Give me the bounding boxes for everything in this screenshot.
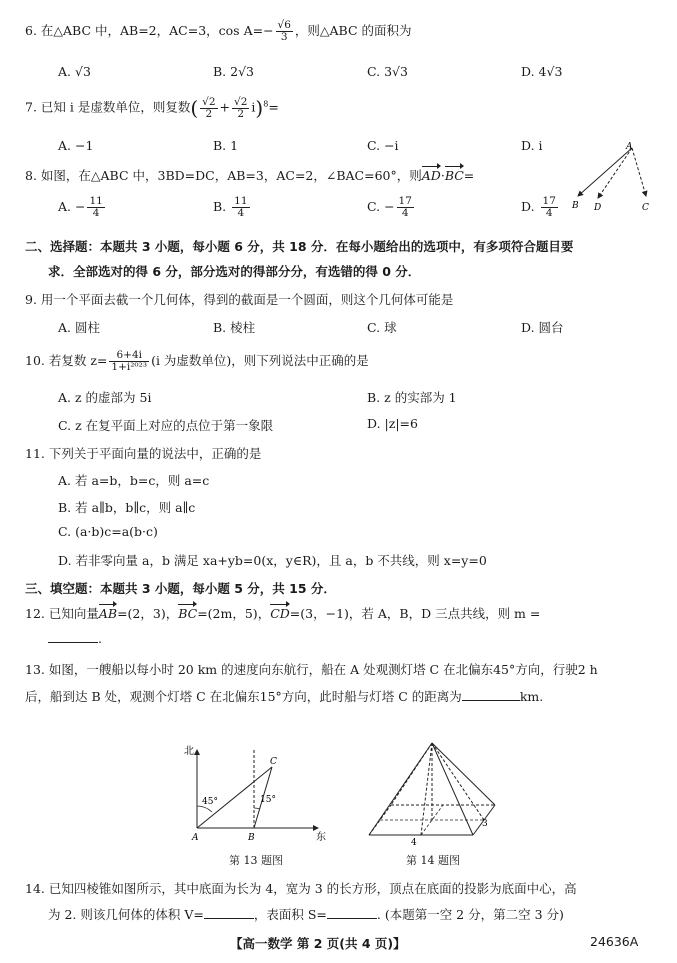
q6-option-c: C. 3√3 (367, 64, 408, 79)
q13-angle-45: 45° (202, 797, 218, 807)
q11-option-d: D. 若非零向量 a，b 满足 xa+yb=0(x，y∈R)，且 a，b 不共线，则 x=y=0 (58, 553, 487, 568)
q8-option-d: D. $\frac{17}{4}$ (521, 195, 556, 219)
q9-option-b: B. 棱柱 (213, 320, 256, 335)
q10-option-c: C. z 在复平面上对应的点位于第一象限 (58, 418, 274, 433)
q14-caption: 第 14 题图 (406, 854, 460, 867)
q11-stem: 11. 下列关于平面向量的说法中，正确的是 (25, 446, 262, 461)
q11-option-c: C. (a·b)c=a(b·c) (58, 524, 158, 539)
q10-option-b: B. z 的实部为 1 (367, 390, 457, 405)
q13-line2: 后，船到达 B 处，观测个灯塔 C 在北偏东15°方向，此时船与灯塔 C 的距离为 km. (25, 689, 544, 704)
q9-option-a: A. 圆柱 (58, 320, 100, 335)
q13-answer-blank[interactable] (462, 688, 520, 701)
q9-stem: 9. 用一个平面去截一个几何体，得到的截面是一个圆面，则这个几何体可能是 (25, 292, 454, 307)
q13-north-label: 北 (184, 746, 194, 757)
q6-fraction: $\frac{√6}{3}$ (277, 19, 291, 43)
q10-option-d: D. |z|=6 (367, 416, 418, 431)
footer-page-info: 【高一数学 第 2 页(共 4 页)】 (230, 936, 406, 951)
q7-option-b: B. 1 (213, 138, 239, 153)
q8-label-b: B (572, 201, 579, 211)
q11-option-b: B. 若 a∥b，b∥c，则 a∥c (58, 500, 196, 515)
q6-option-a: A. √3 (58, 64, 91, 79)
q13-label-b: B (248, 833, 255, 842)
section2-heading: 二、选择题：本题共 3 小题，每小题 6 分，共 18 分．在每小题给出的选项中，有多项符合题目要 (25, 239, 574, 254)
q14-surface-blank[interactable] (327, 906, 377, 919)
q13-line1: 13. 如图，一艘船以每小时 20 km 的速度向东航行，船在 A 处观测灯塔 C 在北偏东45°方向，行驶2 h (25, 662, 598, 677)
section3-heading: 三、填空题：本题共 3 小题，每小题 5 分，共 15 分． (25, 581, 336, 596)
q12-answer-blank[interactable]: . (48, 630, 102, 646)
q7-option-d: D. i (521, 138, 543, 153)
q13-label-a: A (192, 833, 199, 842)
q14-label-4: 4 (411, 838, 417, 847)
q8-option-a: A. − $\frac{11}{4}$ (58, 195, 103, 219)
q8-option-b: B. $\frac{11}{4}$ (213, 195, 248, 219)
q13-caption: 第 13 题图 (229, 854, 283, 867)
q10-option-a: A. z 的虚部为 5i (58, 390, 152, 405)
q9-option-c: C. 球 (367, 320, 397, 335)
q7-stem: 7. 已知 i 是虚数单位，则复数( $\frac{√2}{2}$ + $\frac{√2}{2}$ i)$^8$= (25, 95, 279, 120)
q13-figure (180, 742, 330, 842)
q6-option-b: B. 2√3 (213, 64, 255, 79)
q13-angle-15: 15° (260, 795, 276, 805)
footer-code: 24636A (590, 934, 639, 949)
q14-line1: 14. 已知四棱锥如图所示，其中底面为长为 4，宽为 3 的长方形，顶点在底面的投影为底面中心，高 (25, 881, 577, 896)
q12-stem: 12. 已知向量AB=(2，3)，BC=(2m，5)，CD=(3，−1)，若 A，B，D 三点共线，则 m = (25, 606, 541, 621)
q14-label-3: 3 (482, 819, 488, 829)
q8-stem: 8. 如图，在△ABC 中，3BD=DC，AB=3，AC=2，∠BAC=60°，则AD·BC= (25, 168, 475, 183)
q6-stem: 6. 在△ABC 中，AB=2，AC=3，cos A=− $\frac{√6}{3}$ ，则△ABC 的面积为 (25, 19, 412, 43)
q7-option-a: A. −1 (58, 138, 94, 153)
q8-triangle-figure (560, 140, 660, 212)
q8-label-a: A (626, 142, 633, 152)
q14-volume-blank[interactable] (204, 906, 254, 919)
q13-label-c: C (270, 757, 277, 767)
q9-option-d: D. 圆台 (521, 320, 564, 335)
q8-label-d: D (594, 203, 602, 212)
q6-option-d: D. 4√3 (521, 64, 563, 79)
q8-option-c: C. − $\frac{17}{4}$ (367, 195, 412, 219)
q13-east-label: 东 (316, 832, 326, 842)
q14-line2: 为 2. 则该几何体的体积 V= ，表面积 S= . (本题第一空 2 分，第二空 3 分) (48, 907, 564, 922)
q11-option-a: A. 若 a=b，b=c，则 a=c (58, 473, 210, 488)
q7-option-c: C. −i (367, 138, 399, 153)
section2-heading-cont: 求．全部选对的得 6 分，部分选对的得部分分，有选错的得 0 分． (48, 264, 421, 279)
q8-label-c: C (642, 203, 649, 212)
q10-stem: 10. 若复数 z= $\frac{6+4i}{\text{1+i²⁰²³}}$ (i 为虚数单位)，则下列说法中正确的是 (25, 349, 369, 373)
q14-pyramid-figure (365, 735, 500, 847)
